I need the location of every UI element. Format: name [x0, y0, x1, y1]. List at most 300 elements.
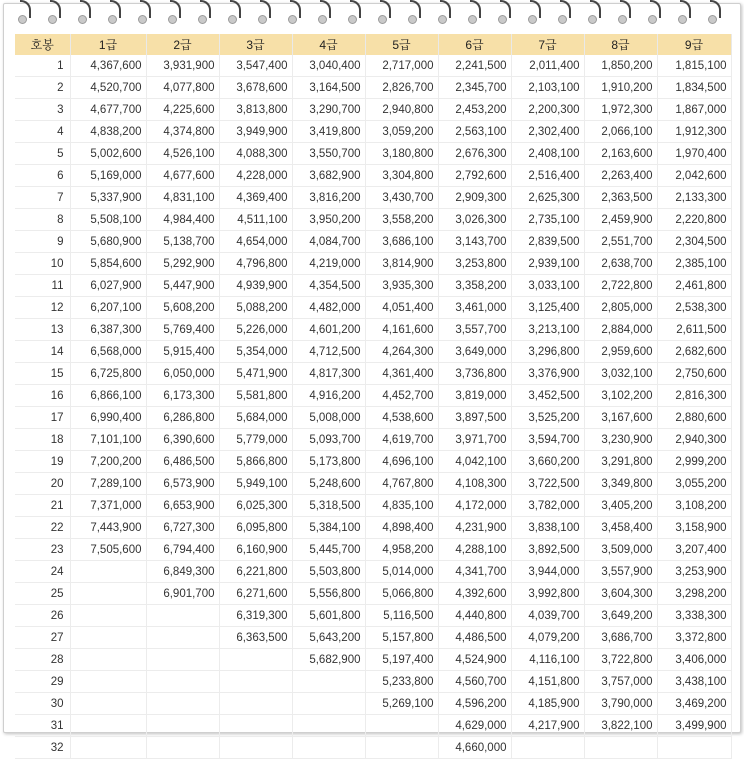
salary-cell: 4,088,300	[219, 143, 292, 165]
salary-cell: 2,959,600	[584, 341, 657, 363]
spiral-binding	[4, 4, 740, 36]
salary-cell: 3,143,700	[438, 231, 511, 253]
salary-cell: 4,354,500	[292, 275, 365, 297]
salary-cell: 4,151,800	[511, 671, 584, 693]
salary-cell: 4,077,800	[146, 77, 219, 99]
salary-cell: 5,088,200	[219, 297, 292, 319]
salary-cell: 5,445,700	[292, 539, 365, 561]
salary-cell: 2,133,300	[657, 187, 731, 209]
salary-cell: 6,286,800	[146, 407, 219, 429]
salary-cell: 6,363,500	[219, 627, 292, 649]
salary-cell: 6,271,600	[219, 583, 292, 605]
binding-ring-icon	[648, 0, 662, 22]
salary-cell: 3,405,200	[584, 495, 657, 517]
salary-cell: 2,538,300	[657, 297, 731, 319]
salary-cell: 4,185,900	[511, 693, 584, 715]
salary-cell	[292, 715, 365, 737]
salary-cell: 6,173,300	[146, 385, 219, 407]
salary-cell: 4,392,600	[438, 583, 511, 605]
table-row	[15, 253, 731, 275]
table-row	[15, 451, 731, 473]
salary-cell	[511, 737, 584, 759]
salary-cell: 5,138,700	[146, 231, 219, 253]
step-cell: 32	[15, 737, 70, 759]
salary-cell: 5,556,800	[292, 583, 365, 605]
salary-cell: 3,291,800	[584, 451, 657, 473]
salary-cell: 6,050,000	[146, 363, 219, 385]
salary-cell: 6,319,300	[219, 605, 292, 627]
binding-ring-icon	[588, 0, 602, 22]
table-row	[15, 627, 731, 649]
salary-cell: 4,835,100	[365, 495, 438, 517]
salary-cell: 2,880,600	[657, 407, 731, 429]
step-cell: 7	[15, 187, 70, 209]
salary-cell: 6,387,300	[70, 319, 146, 341]
salary-cell: 2,461,800	[657, 275, 731, 297]
binding-ring-icon	[558, 0, 572, 22]
salary-cell	[70, 649, 146, 671]
salary-cell: 3,469,200	[657, 693, 731, 715]
salary-cell: 6,027,900	[70, 275, 146, 297]
binding-ring-icon	[108, 0, 122, 22]
salary-cell: 3,722,800	[584, 649, 657, 671]
binding-ring-icon	[348, 0, 362, 22]
salary-cell: 5,008,000	[292, 407, 365, 429]
table-row	[15, 561, 731, 583]
salary-cell: 2,385,100	[657, 253, 731, 275]
salary-cell: 4,520,700	[70, 77, 146, 99]
salary-cell	[70, 605, 146, 627]
salary-cell: 6,727,300	[146, 517, 219, 539]
binding-ring-icon	[408, 0, 422, 22]
salary-cell: 2,066,100	[584, 121, 657, 143]
salary-cell: 3,230,900	[584, 429, 657, 451]
salary-cell: 4,079,200	[511, 627, 584, 649]
salary-cell: 4,482,000	[292, 297, 365, 319]
salary-cell: 4,817,300	[292, 363, 365, 385]
salary-cell: 3,949,900	[219, 121, 292, 143]
salary-cell: 3,931,900	[146, 55, 219, 77]
salary-cell: 4,654,000	[219, 231, 292, 253]
salary-cell: 4,677,700	[70, 99, 146, 121]
header-grade-1: 1급	[70, 34, 146, 55]
salary-cell: 2,722,800	[584, 275, 657, 297]
salary-cell: 3,682,900	[292, 165, 365, 187]
salary-cell	[657, 737, 731, 759]
salary-cell	[146, 605, 219, 627]
binding-ring-icon	[138, 0, 152, 22]
salary-cell: 5,503,800	[292, 561, 365, 583]
salary-cell: 5,014,000	[365, 561, 438, 583]
salary-cell: 4,560,700	[438, 671, 511, 693]
salary-cell: 5,248,600	[292, 473, 365, 495]
salary-cell: 4,524,900	[438, 649, 511, 671]
salary-cell: 4,538,600	[365, 407, 438, 429]
salary-cell: 2,638,700	[584, 253, 657, 275]
step-cell: 2	[15, 77, 70, 99]
salary-cell: 6,573,900	[146, 473, 219, 495]
salary-cell: 2,717,000	[365, 55, 438, 77]
salary-cell	[219, 671, 292, 693]
binding-ring-icon	[168, 0, 182, 22]
header-grade-3: 3급	[219, 34, 292, 55]
salary-cell: 3,499,900	[657, 715, 731, 737]
salary-cell: 6,095,800	[219, 517, 292, 539]
salary-cell: 3,992,800	[511, 583, 584, 605]
salary-cell: 2,839,500	[511, 231, 584, 253]
salary-cell: 3,040,400	[292, 55, 365, 77]
salary-cell: 3,033,100	[511, 275, 584, 297]
salary-cell: 4,596,200	[438, 693, 511, 715]
table-row	[15, 407, 731, 429]
salary-cell: 4,108,300	[438, 473, 511, 495]
salary-cell: 4,486,500	[438, 627, 511, 649]
step-cell: 14	[15, 341, 70, 363]
salary-cell: 5,915,400	[146, 341, 219, 363]
salary-cell: 3,055,200	[657, 473, 731, 495]
salary-cell	[219, 649, 292, 671]
salary-cell: 3,164,500	[292, 77, 365, 99]
table-row	[15, 517, 731, 539]
salary-cell: 1,972,300	[584, 99, 657, 121]
salary-cell: 5,682,900	[292, 649, 365, 671]
salary-cell	[146, 715, 219, 737]
step-cell: 18	[15, 429, 70, 451]
salary-cell: 3,102,200	[584, 385, 657, 407]
salary-cell	[70, 693, 146, 715]
step-cell: 19	[15, 451, 70, 473]
salary-cell: 6,849,300	[146, 561, 219, 583]
salary-cell: 2,940,300	[657, 429, 731, 451]
salary-cell: 5,447,900	[146, 275, 219, 297]
salary-cell	[146, 737, 219, 759]
table-row	[15, 165, 731, 187]
salary-cell: 3,298,200	[657, 583, 731, 605]
header-grade-2: 2급	[146, 34, 219, 55]
binding-ring-icon	[528, 0, 542, 22]
salary-cell: 5,680,900	[70, 231, 146, 253]
table-row	[15, 275, 731, 297]
salary-cell: 3,461,000	[438, 297, 511, 319]
step-cell: 24	[15, 561, 70, 583]
salary-cell: 2,163,600	[584, 143, 657, 165]
table-row	[15, 187, 731, 209]
table-row	[15, 495, 731, 517]
salary-cell: 3,304,800	[365, 165, 438, 187]
table-row	[15, 715, 731, 737]
salary-cell: 5,157,800	[365, 627, 438, 649]
table-row	[15, 473, 731, 495]
salary-cell: 5,608,200	[146, 297, 219, 319]
salary-cell: 7,505,600	[70, 539, 146, 561]
header-step: 호봉	[15, 34, 70, 55]
salary-cell: 4,367,600	[70, 55, 146, 77]
salary-cell: 6,390,600	[146, 429, 219, 451]
salary-cell: 4,341,700	[438, 561, 511, 583]
salary-cell: 4,219,000	[292, 253, 365, 275]
step-cell: 21	[15, 495, 70, 517]
salary-cell: 4,374,800	[146, 121, 219, 143]
salary-table	[15, 34, 732, 759]
binding-ring-icon	[318, 0, 332, 22]
salary-cell: 5,173,800	[292, 451, 365, 473]
salary-cell: 3,897,500	[438, 407, 511, 429]
salary-cell: 3,757,000	[584, 671, 657, 693]
step-cell: 26	[15, 605, 70, 627]
salary-cell: 3,290,700	[292, 99, 365, 121]
salary-cell: 4,225,600	[146, 99, 219, 121]
salary-cell: 3,649,200	[584, 605, 657, 627]
salary-cell: 3,438,100	[657, 671, 731, 693]
salary-cell: 3,032,100	[584, 363, 657, 385]
salary-cell: 3,944,000	[511, 561, 584, 583]
salary-cell: 3,213,100	[511, 319, 584, 341]
salary-cell: 2,551,700	[584, 231, 657, 253]
step-cell: 16	[15, 385, 70, 407]
salary-cell: 2,459,900	[584, 209, 657, 231]
binding-ring-icon	[48, 0, 62, 22]
salary-cell: 6,725,800	[70, 363, 146, 385]
table-row	[15, 231, 731, 253]
salary-cell: 3,358,200	[438, 275, 511, 297]
salary-cell: 3,108,200	[657, 495, 731, 517]
salary-cell: 2,999,200	[657, 451, 731, 473]
salary-cell: 6,221,800	[219, 561, 292, 583]
salary-cell: 3,452,500	[511, 385, 584, 407]
salary-cell: 4,452,700	[365, 385, 438, 407]
salary-cell: 3,558,200	[365, 209, 438, 231]
salary-cell: 4,629,000	[438, 715, 511, 737]
salary-cell: 6,990,400	[70, 407, 146, 429]
salary-cell: 5,002,600	[70, 143, 146, 165]
salary-cell: 4,039,700	[511, 605, 584, 627]
step-cell: 9	[15, 231, 70, 253]
salary-cell: 3,594,700	[511, 429, 584, 451]
binding-ring-icon	[258, 0, 272, 22]
table-row	[15, 671, 731, 693]
salary-cell: 5,601,800	[292, 605, 365, 627]
salary-cell: 5,337,900	[70, 187, 146, 209]
salary-cell: 3,349,800	[584, 473, 657, 495]
salary-cell: 5,318,500	[292, 495, 365, 517]
salary-cell: 4,172,000	[438, 495, 511, 517]
binding-ring-icon	[228, 0, 242, 22]
salary-cell: 5,866,800	[219, 451, 292, 473]
salary-cell: 5,226,000	[219, 319, 292, 341]
salary-cell: 2,516,400	[511, 165, 584, 187]
salary-cell: 3,686,700	[584, 627, 657, 649]
salary-cell: 3,838,100	[511, 517, 584, 539]
step-cell: 3	[15, 99, 70, 121]
table-row	[15, 341, 731, 363]
step-cell: 1	[15, 55, 70, 77]
salary-cell: 3,604,300	[584, 583, 657, 605]
step-cell: 10	[15, 253, 70, 275]
salary-cell: 5,197,400	[365, 649, 438, 671]
salary-cell: 3,376,900	[511, 363, 584, 385]
salary-cell: 4,231,900	[438, 517, 511, 539]
salary-cell: 3,430,700	[365, 187, 438, 209]
salary-cell: 1,834,500	[657, 77, 731, 99]
salary-cell: 4,898,400	[365, 517, 438, 539]
salary-cell: 3,547,400	[219, 55, 292, 77]
salary-cell: 3,509,000	[584, 539, 657, 561]
salary-cell	[70, 715, 146, 737]
salary-cell: 1,912,300	[657, 121, 731, 143]
step-cell: 8	[15, 209, 70, 231]
salary-cell: 4,511,100	[219, 209, 292, 231]
salary-cell: 4,361,400	[365, 363, 438, 385]
step-cell: 20	[15, 473, 70, 495]
salary-cell: 5,779,000	[219, 429, 292, 451]
salary-cell: 4,831,100	[146, 187, 219, 209]
salary-cell	[292, 737, 365, 759]
salary-cell: 5,949,100	[219, 473, 292, 495]
salary-cell: 3,819,000	[438, 385, 511, 407]
salary-cell: 2,042,600	[657, 165, 731, 187]
salary-cell	[365, 737, 438, 759]
table-row	[15, 121, 731, 143]
step-cell: 11	[15, 275, 70, 297]
salary-cell: 2,302,400	[511, 121, 584, 143]
salary-cell: 7,371,000	[70, 495, 146, 517]
salary-cell: 1,850,200	[584, 55, 657, 77]
step-cell: 12	[15, 297, 70, 319]
salary-cell: 5,269,100	[365, 693, 438, 715]
table-row	[15, 55, 731, 77]
salary-cell: 3,419,800	[292, 121, 365, 143]
salary-cell	[146, 693, 219, 715]
salary-cell	[292, 693, 365, 715]
step-cell: 23	[15, 539, 70, 561]
salary-cell: 2,241,500	[438, 55, 511, 77]
salary-cell	[70, 627, 146, 649]
salary-cell: 7,101,100	[70, 429, 146, 451]
salary-cell: 6,160,900	[219, 539, 292, 561]
salary-cell: 3,813,800	[219, 99, 292, 121]
table-row	[15, 297, 731, 319]
salary-cell: 5,233,800	[365, 671, 438, 693]
salary-cell: 3,296,800	[511, 341, 584, 363]
header-grade-9: 9급	[657, 34, 731, 55]
salary-cell: 5,508,100	[70, 209, 146, 231]
salary-cell: 3,525,200	[511, 407, 584, 429]
salary-cell: 5,116,500	[365, 605, 438, 627]
salary-cell: 7,443,900	[70, 517, 146, 539]
salary-cell: 2,304,500	[657, 231, 731, 253]
step-cell: 6	[15, 165, 70, 187]
salary-cell: 1,970,400	[657, 143, 731, 165]
salary-cell: 5,581,800	[219, 385, 292, 407]
salary-cell: 3,372,800	[657, 627, 731, 649]
salary-cell: 3,935,300	[365, 275, 438, 297]
salary-cell: 4,161,600	[365, 319, 438, 341]
table-row	[15, 209, 731, 231]
salary-cell: 4,084,700	[292, 231, 365, 253]
salary-cell: 3,550,700	[292, 143, 365, 165]
step-cell: 27	[15, 627, 70, 649]
salary-cell: 4,696,100	[365, 451, 438, 473]
table-row	[15, 429, 731, 451]
salary-cell: 5,066,800	[365, 583, 438, 605]
salary-cell: 2,611,500	[657, 319, 731, 341]
salary-cell	[70, 561, 146, 583]
salary-cell: 2,676,300	[438, 143, 511, 165]
salary-cell: 3,822,100	[584, 715, 657, 737]
salary-cell: 6,568,000	[70, 341, 146, 363]
step-cell: 5	[15, 143, 70, 165]
salary-cell: 2,816,300	[657, 385, 731, 407]
salary-cell: 4,677,600	[146, 165, 219, 187]
salary-cell	[70, 583, 146, 605]
salary-cell: 2,805,000	[584, 297, 657, 319]
salary-cell	[146, 627, 219, 649]
step-cell: 22	[15, 517, 70, 539]
salary-cell: 6,901,700	[146, 583, 219, 605]
salary-cell: 2,750,600	[657, 363, 731, 385]
header-grade-8: 8급	[584, 34, 657, 55]
salary-cell: 4,712,500	[292, 341, 365, 363]
salary-cell: 5,384,100	[292, 517, 365, 539]
salary-cell: 3,253,800	[438, 253, 511, 275]
binding-ring-icon	[618, 0, 632, 22]
salary-cell: 3,207,400	[657, 539, 731, 561]
salary-cell: 3,660,200	[511, 451, 584, 473]
table-row	[15, 363, 731, 385]
salary-cell: 1,867,000	[657, 99, 731, 121]
salary-cell: 5,684,000	[219, 407, 292, 429]
salary-cell: 2,345,700	[438, 77, 511, 99]
binding-ring-icon	[708, 0, 722, 22]
binding-ring-icon	[498, 0, 512, 22]
salary-cell: 4,042,100	[438, 451, 511, 473]
salary-cell: 5,093,700	[292, 429, 365, 451]
table-row	[15, 385, 731, 407]
salary-cell: 4,228,000	[219, 165, 292, 187]
step-cell: 31	[15, 715, 70, 737]
salary-cell: 2,625,300	[511, 187, 584, 209]
salary-cell: 2,909,300	[438, 187, 511, 209]
salary-cell: 4,767,800	[365, 473, 438, 495]
salary-cell: 3,892,500	[511, 539, 584, 561]
table-row	[15, 693, 731, 715]
salary-cell: 3,678,600	[219, 77, 292, 99]
salary-cell: 3,686,100	[365, 231, 438, 253]
binding-ring-icon	[468, 0, 482, 22]
salary-cell: 3,458,400	[584, 517, 657, 539]
salary-cell	[70, 671, 146, 693]
salary-cell: 4,958,200	[365, 539, 438, 561]
step-cell: 4	[15, 121, 70, 143]
salary-cell: 4,440,800	[438, 605, 511, 627]
salary-cell: 2,263,400	[584, 165, 657, 187]
salary-cell: 5,169,000	[70, 165, 146, 187]
salary-cell: 3,814,900	[365, 253, 438, 275]
salary-cell: 3,557,700	[438, 319, 511, 341]
salary-cell	[146, 671, 219, 693]
step-cell: 17	[15, 407, 70, 429]
salary-cell: 4,796,800	[219, 253, 292, 275]
salary-cell: 5,854,600	[70, 253, 146, 275]
table-row	[15, 77, 731, 99]
salary-cell: 6,653,900	[146, 495, 219, 517]
salary-cell	[365, 715, 438, 737]
step-cell: 15	[15, 363, 70, 385]
table-row	[15, 99, 731, 121]
step-cell: 30	[15, 693, 70, 715]
salary-cell: 3,180,800	[365, 143, 438, 165]
salary-cell	[219, 737, 292, 759]
